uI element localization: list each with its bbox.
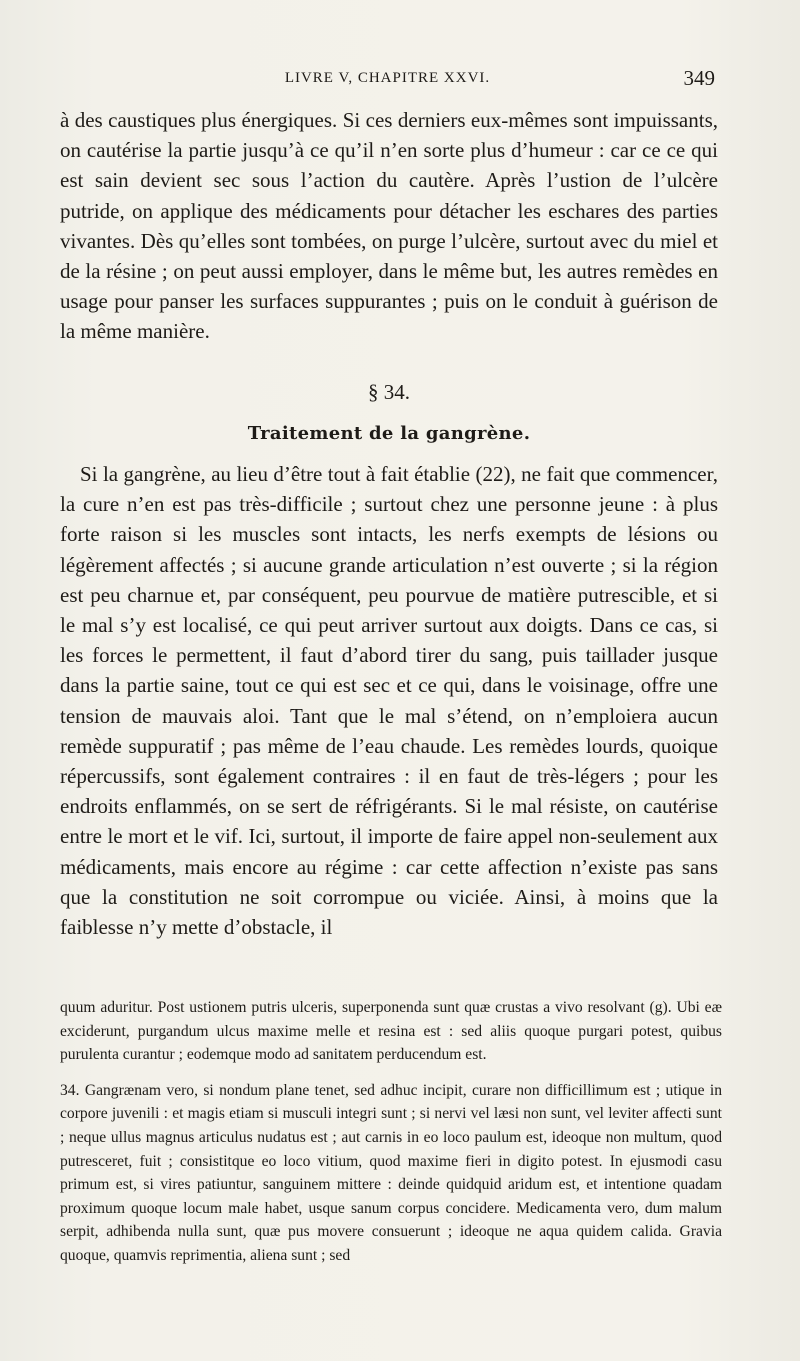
latin-note-34: 34. Gangrænam vero, si nondum plane tenet, sed adhuc incipit, curare non difficillimum est ; utique in corpore juvenili : et magis etiam si musculi integri sunt ; si nervi vel læsi non sunt, vel leviter affecti sunt ; neque ullus magnus articulus nudatus est ; aut carnis in eo loco paulum est, ideoque non multum, quod putresceret, fuit ; consistitque eo loco vitium, quod maxime fieri in digito potest. In ejusmodi casu primum est, si vires patiuntur, sanguinem mittere : deinde quidquid aridum est, et intentione quadam proximum quoque locum male habet, usque sanum corpus concidere. Medicamenta vero, dum malum serpit, adhibenda nulla sunt, quæ pus movere consuerunt ; ideoque ne aqua quidem calida. Gravia quoque, quamvis reprimentia, aliena sunt ; sed — [60, 1081, 722, 1264]
page-number: 349 — [683, 66, 715, 90]
main-text — [60, 105, 718, 942]
section-title: Traitement de la gangrène. — [247, 422, 531, 444]
page-header — [60, 66, 715, 100]
latin-notes — [60, 996, 722, 1268]
section-number: § 34. — [368, 379, 410, 404]
paragraph-continuation: à des caustiques plus énergiques. Si ces derniers eux-mêmes sont impuissants, on cautérise la partie jusqu’à ce qu’il n’en sorte plus d’humeur : car ce ce qui est sain devient sec sous l’action du cautère. Après l’ustion de l’ulcère putride, on applique des médicaments pour détacher les eschares des parties vivantes. Dès qu’elles sont tombées, on purge l’ulcère, surtout avec du miel et de la résine ; on peut aussi employer, dans le même but, les autres remèdes en usage pour panser les surfaces suppurantes ; puis on le conduit à guérison de la même manière. — [60, 108, 718, 344]
paragraph-gangrene: Si la gangrène, au lieu d’être tout à fait établie (22), ne fait que commencer, la cure n’en est pas très-difficile ; surtout chez une personne jeune : à plus forte raison si les muscles sont intacts, les nerfs exempts de lésions ou légèrement affectés ; si aucune grande articulation n’est ouverte ; si la région est peu charnue et, par conséquent, peu pourvue de matière putrescible, et si le mal s’y est localisé, ce qui peut arriver surtout aux doigts. Dans ce cas, si les forces le permettent, il faut d’abord tirer du sang, puis taillader jusque dans la partie saine, tout ce qui est sec et ce qui, dans le voisinage, offre une tension de mauvais aloi. Tant que le mal s’étend, on n’emploiera aucun remède suppuratif ; pas même de l’eau chaude. Les remèdes lourds, quoique répercussifs, sont également contraires : il en faut de très-légers ; pour les endroits enflammés, on se sert de réfrigérants. Si le mal résiste, on cautérise entre le mort et le vif. Ici, surtout, il importe de faire appel non-seulement aux médicaments, mais encore au régime : car cette affection n’existe pas sans que la constitution ne soit corrompue ou viciée. Ainsi, à moins que la faiblesse n’y mette d’obstacle, il — [60, 462, 718, 940]
running-head: LIVRE V, CHAPITRE XXVI. — [284, 70, 491, 86]
latin-note-continuation: quum aduritur. Post ustionem putris ulceris, superponenda sunt quæ crustas a vivo resolvant (g). Ubi eæ exciderunt, purgandum ulcus maxime melle et resina est : sed aliis quoque purgari potest, quibus purulenta curantur ; eodemque modo ad sanitatem perducendum est. — [60, 999, 722, 1064]
